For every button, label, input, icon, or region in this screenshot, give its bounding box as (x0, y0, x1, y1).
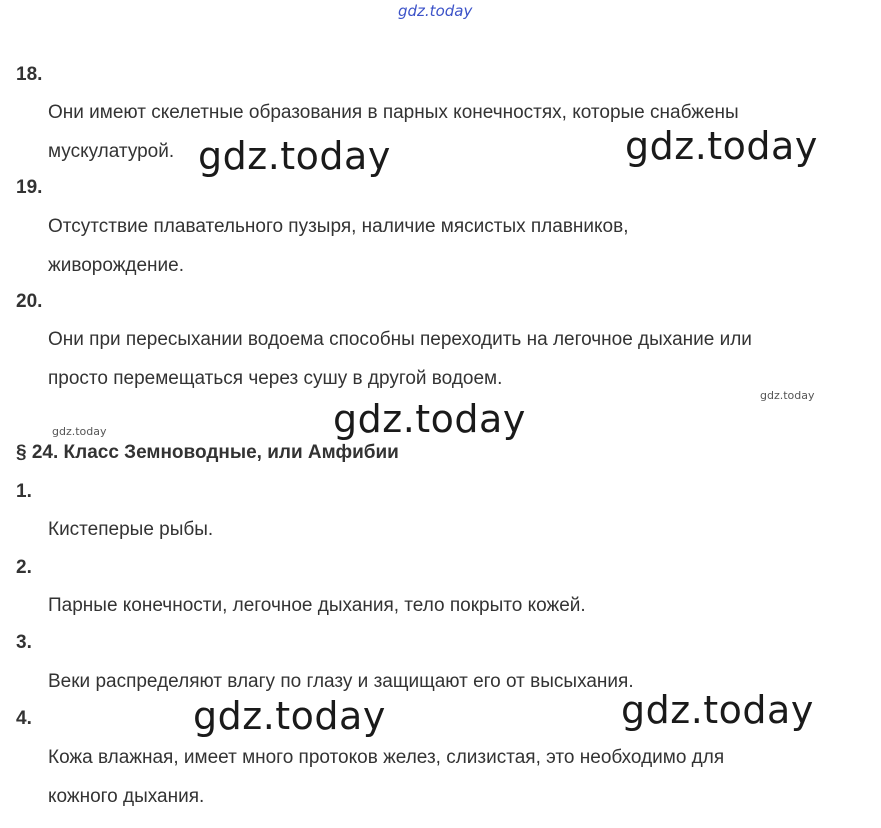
watermark-large: gdz.today (333, 397, 526, 441)
answer-text (48, 207, 878, 285)
answer-line: Они имеют скелетные образования в парных конечностях, которые снабжены (48, 102, 739, 123)
watermark-large: gdz.today (198, 134, 391, 178)
answer-text (48, 510, 878, 549)
answer-line: кожного дыхания. (48, 786, 205, 807)
answer-text (48, 320, 878, 398)
watermark-large: gdz.today (621, 688, 814, 732)
answer-number: 2. (16, 557, 32, 578)
answer-line: Парные конечности, легочное дыхания, тело покрыто кожей. (48, 595, 586, 616)
answer-number: 18. (16, 64, 43, 85)
watermark-large: gdz.today (625, 124, 818, 168)
answer-number: 3. (16, 632, 32, 653)
answer-text (48, 93, 878, 171)
watermark-small: gdz.today (760, 389, 815, 402)
watermark-top: gdz.today (398, 2, 473, 20)
answer-line: просто перемещаться через сушу в другой водоем. (48, 368, 503, 389)
answer-line: Веки распределяют влагу по глазу и защищают его от высыхания. (48, 671, 634, 692)
watermark-large: gdz.today (193, 694, 386, 738)
answer-line: Они при пересыхании водоема способны переходить на легочное дыхание или (48, 329, 752, 350)
answer-line: Кистеперые рыбы. (48, 519, 214, 540)
answer-line: Кожа влажная, имеет много протоков желез, слизистая, это необходимо для (48, 747, 725, 768)
answer-text (48, 586, 878, 625)
section-title: § 24. Класс Земноводные, или Амфибии (16, 442, 399, 463)
watermark-small: gdz.today (52, 425, 107, 438)
answer-line: живорождение. (48, 255, 185, 276)
answer-number: 19. (16, 177, 43, 198)
answer-text (48, 738, 878, 816)
answer-number: 1. (16, 481, 32, 502)
answer-number: 4. (16, 708, 32, 729)
answer-text (48, 662, 878, 701)
answer-number: 20. (16, 291, 43, 312)
answer-line: Отсутствие плавательного пузыря, наличие мясистых плавников, (48, 216, 629, 237)
answer-line: мускулатурой. (48, 141, 175, 162)
